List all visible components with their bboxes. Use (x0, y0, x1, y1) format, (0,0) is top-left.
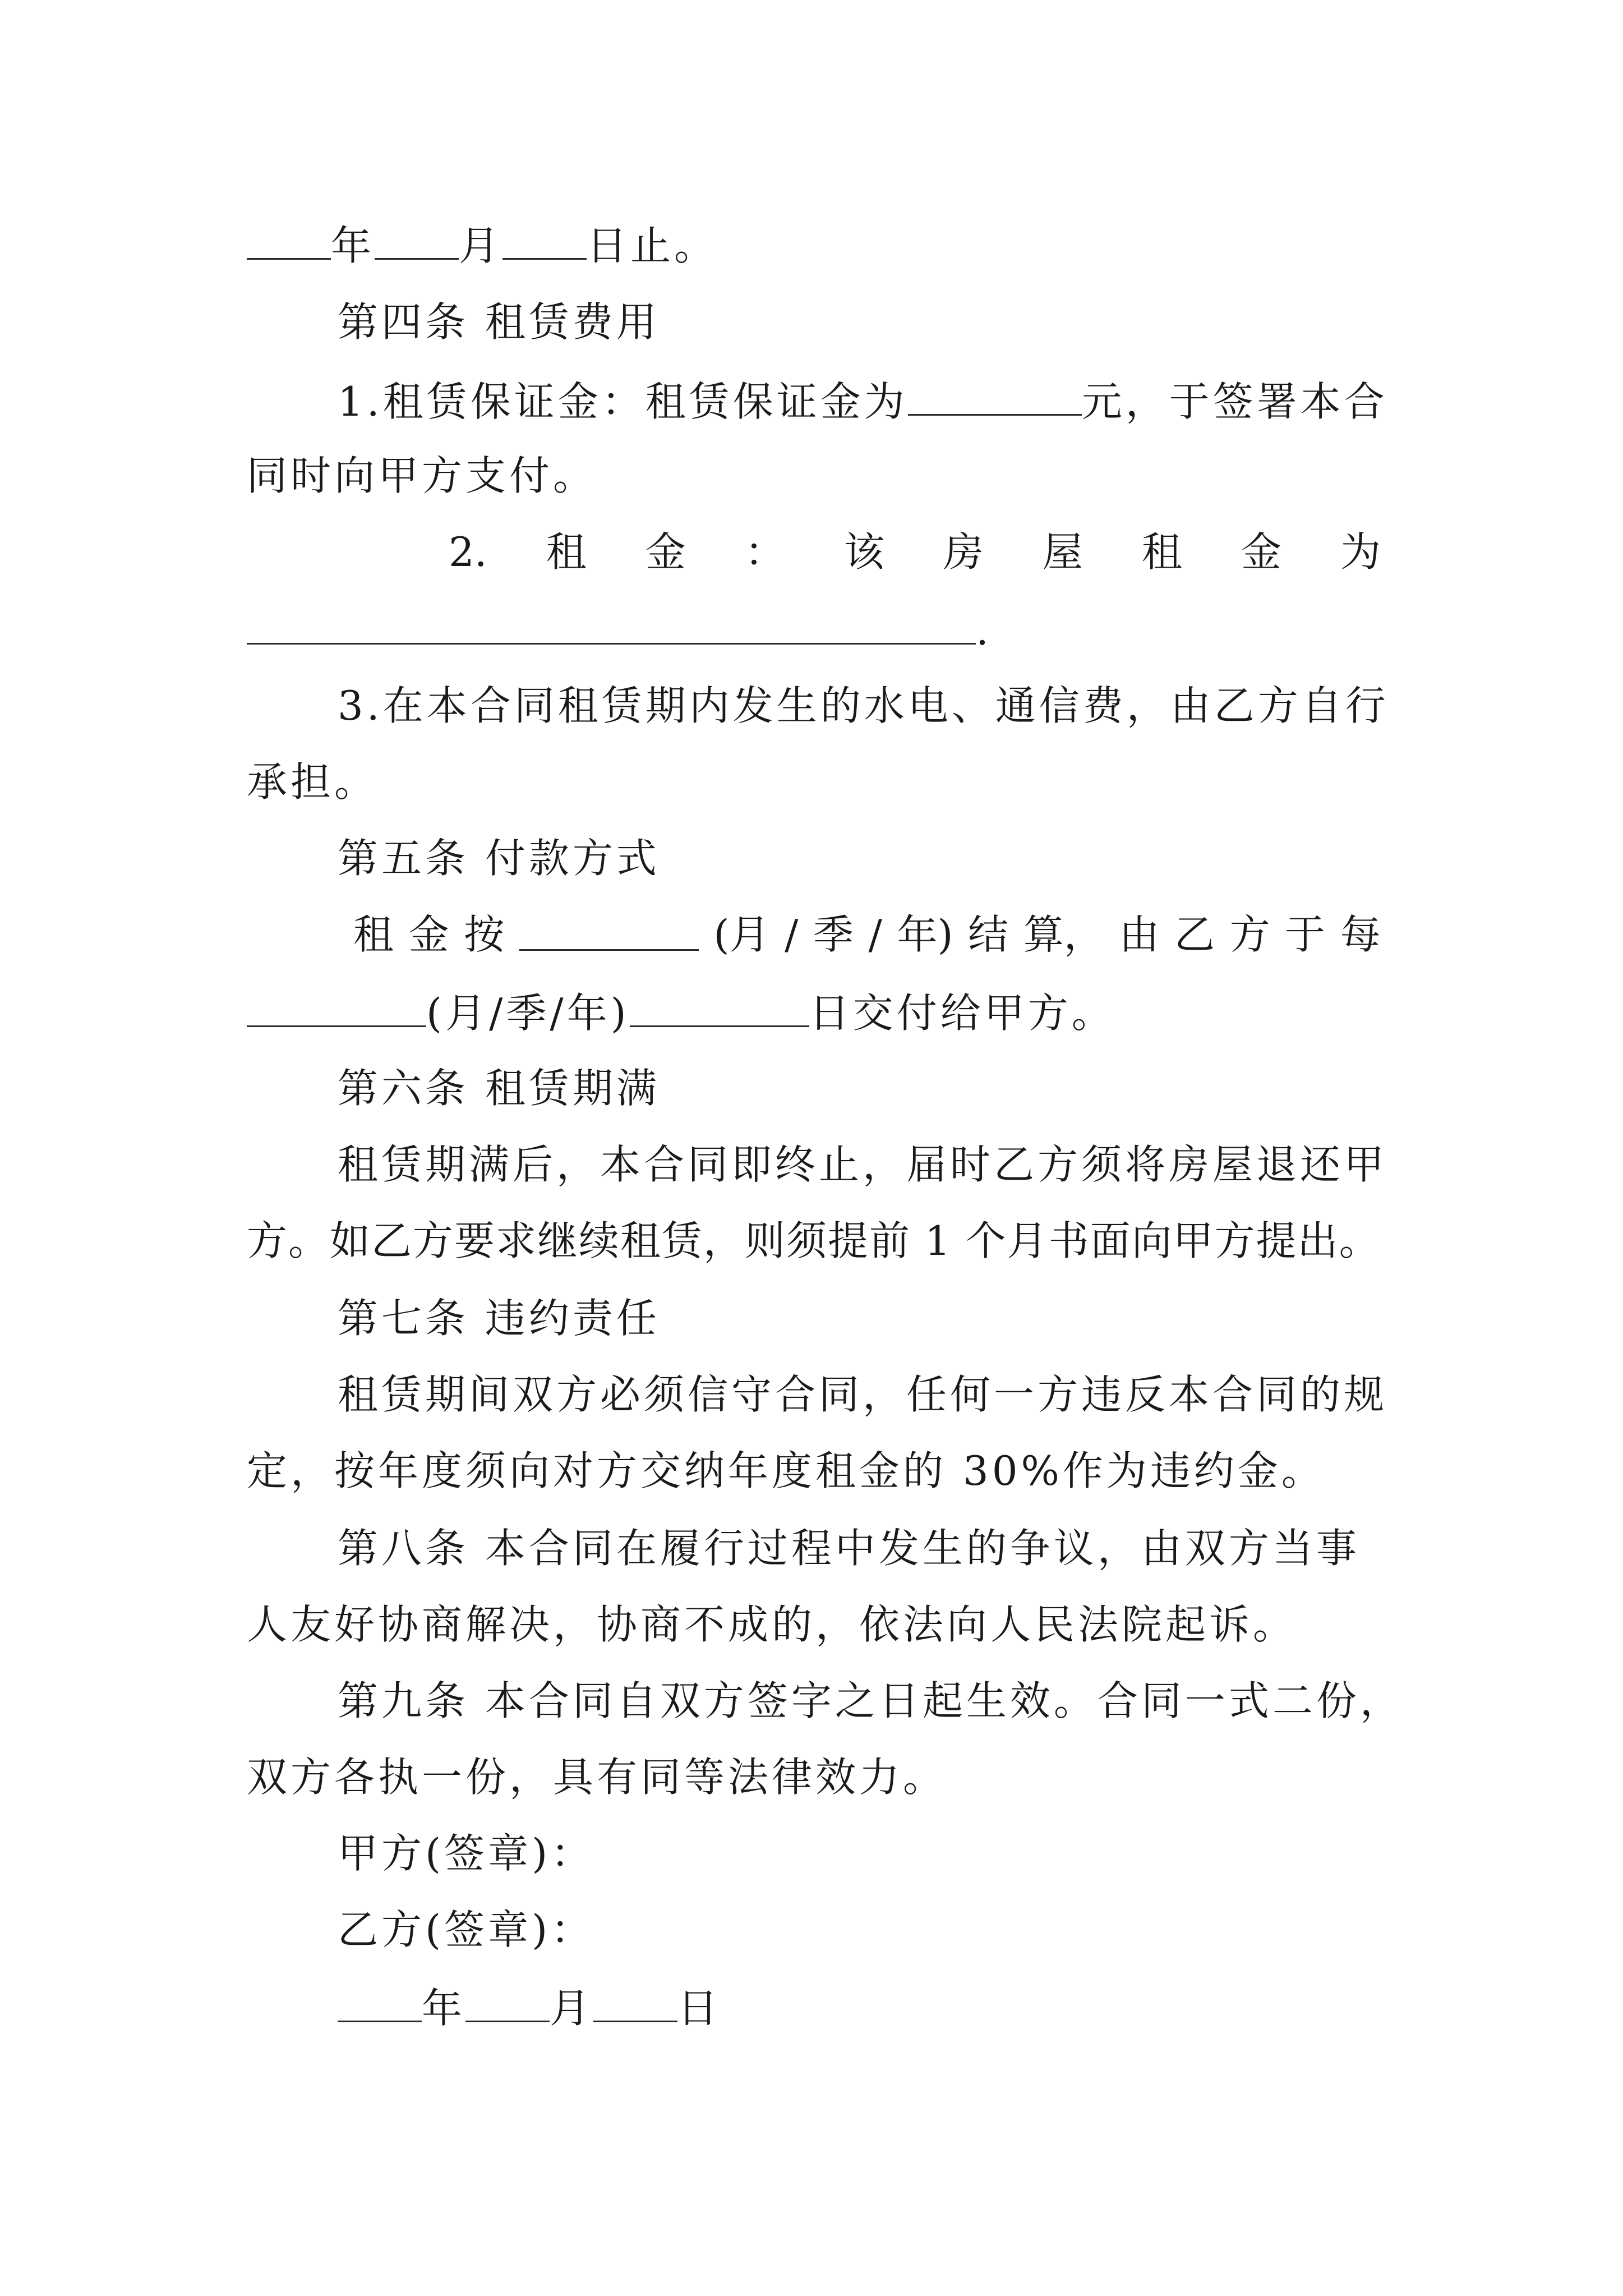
spread-token: 于 (1285, 911, 1326, 958)
deposit-text: 1.租赁保证金：租赁保证金为 (338, 378, 908, 425)
spread-token: 由 (1119, 911, 1160, 958)
text-day: 日 (677, 1985, 722, 2032)
rent-blank-line (247, 607, 992, 654)
spread-token: (月 (713, 911, 770, 958)
spread-token: 金 (645, 528, 686, 576)
blank-field (375, 223, 459, 260)
spread-token: 年) (897, 911, 953, 958)
payment-cycle: (月/季/年) (426, 990, 630, 1037)
spread-token: 金 (408, 911, 449, 958)
spread-token: 租 (1141, 528, 1182, 576)
blank-field (247, 223, 331, 260)
spread-token: 结 (968, 911, 1009, 958)
text-day-end: 日止。 (587, 222, 718, 269)
blank-field (593, 1986, 677, 2022)
payment-line-2 (247, 990, 1115, 1037)
blank-field (502, 223, 587, 260)
text-year: 年 (331, 222, 375, 269)
breach-line: 租赁期间双方必须信守合同，任何一方违反本合同的规 (338, 1371, 1388, 1418)
article-6-heading: 第六条 租赁期满 (338, 1065, 660, 1112)
spread-token: 季 (813, 911, 854, 958)
blank-field (908, 379, 1082, 416)
article-8-line-2: 人友好协商解决，协商不成的，依法向人民法院起诉。 (247, 1601, 1297, 1648)
deposit-line-2: 同时向甲方支付。 (247, 452, 597, 499)
article-4-heading: 第四条 租赁费用 (338, 298, 660, 346)
utilities-line: 3.在本合同租赁期内发生的水电、通信费，由乙方自行 (338, 682, 1389, 729)
breach-line-2: 定，按年度须向对方交纳年度租金的 30%作为违约金。 (247, 1447, 1325, 1494)
text-year: 年 (422, 1985, 466, 2032)
article-8-line: 第八条 本合同在履行过程中发生的争议，由双方当事 (338, 1525, 1360, 1572)
spread-token: / (785, 911, 799, 958)
payment-text: 日交付给甲方。 (809, 990, 1115, 1037)
spread-token: 金 (1241, 528, 1281, 576)
spread-token: 2. (449, 528, 487, 576)
spread-token: 为 (1340, 528, 1381, 576)
article-9-line: 第九条 本合同自双方签字之日起生效。合同一式二份， (338, 1677, 1404, 1724)
spread-token: ： (744, 528, 785, 576)
deposit-line (338, 378, 1388, 425)
text-month: 月 (550, 1985, 594, 2032)
spread-token: 方 (1229, 911, 1270, 958)
spread-token: 屋 (1042, 528, 1083, 576)
spread-token: 房 (943, 528, 984, 576)
spread-token: 乙 (1174, 911, 1215, 958)
blank-field (338, 1986, 422, 2022)
deposit-text-2: 元，于签署本合 (1081, 378, 1388, 425)
spread-token: 租 (546, 528, 587, 576)
blank-field (519, 914, 699, 951)
payment-line (353, 911, 1381, 958)
blank-field (247, 608, 976, 645)
article-7-heading: 第七条 违约责任 (338, 1295, 660, 1342)
sign-date-line (338, 1985, 722, 2032)
rent-line (449, 528, 1381, 576)
expiry-line: 租赁期满后，本合同即终止，届时乙方须将房屋退还甲 (338, 1141, 1388, 1188)
spread-token: 算， (1023, 911, 1104, 958)
spread-token: / (868, 911, 882, 958)
spread-token: 该 (843, 528, 884, 576)
article-9-line-2: 双方各执一份，具有同等法律效力。 (247, 1754, 947, 1801)
blank-field (465, 1986, 550, 2022)
article-5-heading: 第五条 付款方式 (338, 835, 660, 882)
spread-token: 租 (353, 911, 394, 958)
rent-period: . (976, 607, 992, 654)
line-end-date (247, 222, 718, 269)
spread-token: 按 (464, 911, 505, 958)
party-b-signature: 乙方(签章)： (338, 1906, 595, 1953)
blank-field (247, 991, 426, 1027)
blank-field (630, 991, 809, 1027)
text-month: 月 (459, 222, 503, 269)
party-a-signature: 甲方(签章)： (338, 1830, 595, 1877)
spread-token: 每 (1340, 911, 1381, 958)
utilities-line-2: 承担。 (247, 758, 379, 806)
expiry-line-2: 方。如乙方要求继续租赁，则须提前 1 个月书面向甲方提出。 (247, 1217, 1381, 1264)
